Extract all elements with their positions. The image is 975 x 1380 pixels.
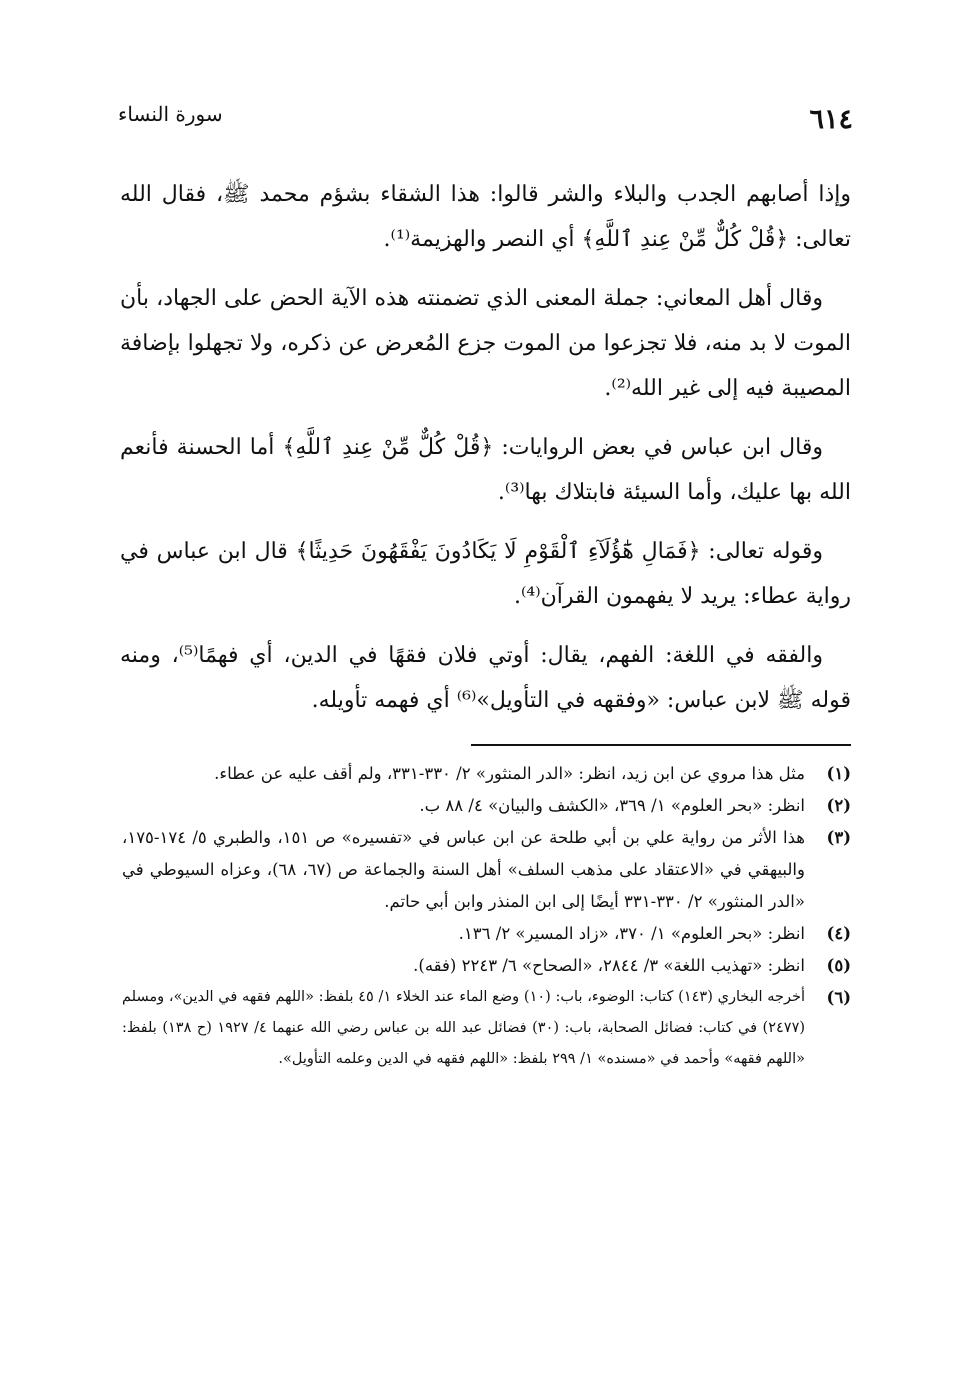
paragraph: وقال ابن عباس في بعض الروايات: ﴿قُلْ كُلٌّ مِّنْ عِندِ ٱللَّهِ﴾ أما الحسنة فأنعم الله بها عليك، وأما السيئة فابتلاك بها⁽³⁾. <box>120 435 851 505</box>
footnote-text: مثل هذا مروي عن ابن زيد، انظر: «الدر المنثور» ٢/ ٣٣٠-٣٣١، ولم أقف عليه عن عطاء. <box>214 764 805 783</box>
footnote-number: (٥) <box>826 956 851 975</box>
footnote-1 <box>122 758 851 790</box>
running-title: سورة النساء <box>118 102 223 126</box>
paragraph: وقوله تعالى: ﴿فَمَالِ هَٰٓؤُلَآءِ ٱلْقَوْمِ لَا يَكَادُونَ يَفْقَهُونَ حَدِيثًا﴾ قال ابن عباس في رواية عطاء: يريد لا يفهمون القرآن⁽⁴⁾. <box>120 539 851 609</box>
footnote-text: انظر: «تهذيب اللغة» ٣/ ٢٨٤٤، «الصحاح» ٦/ ٢٢٤٣ (فقه). <box>413 956 805 975</box>
footnote-number: (٤) <box>826 924 851 943</box>
main-text-body <box>120 172 851 737</box>
footnote-number: (١) <box>826 764 851 783</box>
footnote-number: (٢) <box>826 796 851 815</box>
footnote-text: انظر: «بحر العلوم» ١/ ٣٦٩، «الكشف والبيان» ٤/ ٨٨ ب. <box>419 796 805 815</box>
footnote-5 <box>122 950 851 982</box>
paragraph: وقال أهل المعاني: جملة المعنى الذي تضمنته هذه الآية الحض على الجهاد، بأن الموت لا بد منه، فلا تجزعوا من الموت جزع المُعرض عن ذكره، ولا تجهلوا بإضافة المصيبة فيه إلى غير الله⁽²⁾. <box>120 286 851 401</box>
footnote-3 <box>122 822 851 918</box>
paragraph: وإذا أصابهم الجدب والبلاء والشر قالوا: هذا الشقاء بشؤم محمد ﷺ، فقال الله تعالى: ﴿قُلْ كُلٌّ مِّنْ عِندِ ٱللَّهِ﴾ أي النصر والهزيمة⁽¹⁾. <box>120 182 851 252</box>
footnote-2 <box>122 790 851 822</box>
page-header <box>118 98 853 142</box>
footnote-text: هذا الأثر من رواية علي بن أبي طلحة عن ابن عباس في «تفسيره» ص ١٥١، والطبري ٥/ ١٧٤-١٧٥، والبيهقي في «الاعتقاد على مذهب السلف» أهل السنة والجماعة ص (٦٧، ٦٨)، وعزاه السيوطي في «الدر المنثور» ٢/ ٣٣٠-٣٣١ أيضًا إلى ابن المنذر وابن أبي حاتم. <box>122 828 805 911</box>
footnote-number: (٣) <box>826 828 851 847</box>
footnote-text: انظر: «بحر العلوم» ١/ ٣٧٠، «زاد المسير» ٢/ ١٣٦. <box>458 924 805 943</box>
footnote-6 <box>122 982 851 1075</box>
page-number: ٦١٤ <box>809 104 853 135</box>
footnote-divider <box>471 744 851 746</box>
footnotes-section <box>122 758 851 1075</box>
paragraph: والفقه في اللغة: الفهم، يقال: أوتي فلان فقهًا في الدين، أي فهمًا⁽⁵⁾، ومنه قوله ﷺ لابن عباس: «وفقهه في التأويل»⁽⁶⁾ أي فهمه تأويله. <box>120 643 851 713</box>
footnote-text: أخرجه البخاري (١٤٣) كتاب: الوضوء، باب: (١٠) وضع الماء عند الخلاء ١/ ٤٥ بلفظ: «اللهم فقهه في الدين»، ومسلم (٢٤٧٧) في كتاب: فضائل الصحابة، باب: (٣٠) فضائل عبد الله بن عباس رضي الله عنهما ٤/ ١٩٢٧ (ح ١٣٨) بلفظ: «اللهم فقهه» وأحمد في «مسنده» ١/ ٢٩٩ بلفظ: «اللهم فقهه في الدين وعلمه التأويل». <box>122 989 806 1067</box>
footnote-number: (٦) <box>826 988 851 1007</box>
footnote-4 <box>122 918 851 950</box>
